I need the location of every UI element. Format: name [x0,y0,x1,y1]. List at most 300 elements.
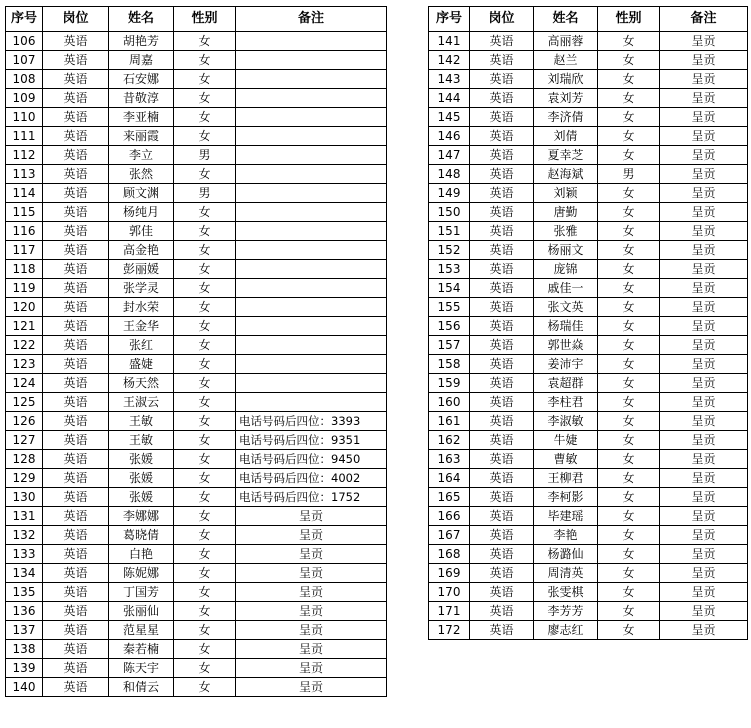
cell-index: 147 [429,146,470,165]
cell-position: 英语 [470,469,534,488]
cell-position: 英语 [470,507,534,526]
cell-position: 英语 [43,51,109,70]
table-row [429,298,748,317]
cell-index: 167 [429,526,470,545]
cell-gender: 女 [598,241,660,260]
table-row [429,203,748,222]
table-row [6,51,387,70]
header-index: 序号 [6,7,43,32]
cell-index: 133 [6,545,43,564]
cell-index: 132 [6,526,43,545]
cell-position: 英语 [470,70,534,89]
table-row [6,374,387,393]
table-row [429,222,748,241]
cell-position: 英语 [470,621,534,640]
cell-position: 英语 [470,450,534,469]
cell-note: 呈贡 [660,450,748,469]
header-row [429,7,748,32]
cell-index: 150 [429,203,470,222]
cell-index: 114 [6,184,43,203]
table-row [429,545,748,564]
cell-name: 李芳芳 [534,602,598,621]
table-row [429,279,748,298]
table-row [6,241,387,260]
cell-index: 140 [6,678,43,697]
table-row [429,108,748,127]
table-row [429,583,748,602]
header-row [6,7,387,32]
header-note: 备注 [236,7,387,32]
cell-note [236,184,387,203]
cell-index: 126 [6,412,43,431]
cell-note: 呈贡 [236,640,387,659]
cell-name: 张雯棋 [534,583,598,602]
table-row [6,146,387,165]
cell-note: 呈贡 [660,165,748,184]
cell-index: 112 [6,146,43,165]
left-roster-table [5,6,387,697]
table-row [6,545,387,564]
cell-note: 呈贡 [660,564,748,583]
cell-gender: 女 [598,583,660,602]
cell-gender: 女 [598,127,660,146]
cell-gender: 女 [598,146,660,165]
cell-position: 英语 [43,507,109,526]
cell-name: 周嘉 [109,51,174,70]
cell-gender: 女 [598,469,660,488]
cell-position: 英语 [43,336,109,355]
table-row [429,127,748,146]
cell-name: 李艳 [534,526,598,545]
cell-position: 英语 [470,374,534,393]
cell-gender: 女 [598,51,660,70]
table-row [6,70,387,89]
cell-gender: 女 [174,564,236,583]
cell-position: 英语 [43,317,109,336]
cell-name: 秦若楠 [109,640,174,659]
cell-note: 呈贡 [660,507,748,526]
cell-note [236,222,387,241]
cell-position: 英语 [470,583,534,602]
cell-name: 郭世焱 [534,336,598,355]
cell-gender: 女 [598,564,660,583]
table-row [429,32,748,51]
table-row [6,222,387,241]
table-row [429,70,748,89]
cell-note: 呈贡 [660,222,748,241]
cell-name: 李立 [109,146,174,165]
cell-position: 英语 [470,146,534,165]
cell-position: 英语 [43,545,109,564]
cell-position: 英语 [43,431,109,450]
cell-position: 英语 [470,393,534,412]
cell-position: 英语 [43,203,109,222]
cell-note: 呈贡 [660,108,748,127]
cell-index: 135 [6,583,43,602]
cell-gender: 女 [174,393,236,412]
cell-note: 呈贡 [660,241,748,260]
cell-index: 160 [429,393,470,412]
left-table-body [6,32,387,697]
cell-name: 杨瑞佳 [534,317,598,336]
table-row [6,469,387,488]
cell-position: 英语 [470,298,534,317]
cell-name: 廖志红 [534,621,598,640]
cell-position: 英语 [43,488,109,507]
header-position: 岗位 [470,7,534,32]
table-row [429,165,748,184]
table-row [6,621,387,640]
cell-note: 呈贡 [660,317,748,336]
cell-gender: 女 [174,507,236,526]
cell-gender: 女 [174,545,236,564]
cell-gender: 女 [174,621,236,640]
cell-note: 呈贡 [660,32,748,51]
cell-note [236,298,387,317]
table-row [6,431,387,450]
cell-name: 张然 [109,165,174,184]
cell-note: 呈贡 [660,488,748,507]
cell-index: 146 [429,127,470,146]
cell-note [236,203,387,222]
cell-index: 128 [6,450,43,469]
right-roster-table [428,6,748,640]
cell-gender: 女 [598,374,660,393]
cell-index: 120 [6,298,43,317]
cell-note: 呈贡 [660,279,748,298]
cell-index: 136 [6,602,43,621]
cell-position: 英语 [43,127,109,146]
cell-name: 封水荣 [109,298,174,317]
cell-index: 165 [429,488,470,507]
cell-gender: 女 [174,659,236,678]
cell-gender: 女 [598,393,660,412]
cell-note [236,51,387,70]
cell-position: 英语 [470,165,534,184]
cell-note: 呈贡 [660,545,748,564]
cell-note [236,108,387,127]
cell-gender: 女 [174,450,236,469]
cell-position: 英语 [470,431,534,450]
cell-name: 石安娜 [109,70,174,89]
cell-note: 电话号码后四位：9450 [236,450,387,469]
cell-position: 英语 [470,203,534,222]
cell-note: 呈贡 [660,51,748,70]
cell-name: 张文英 [534,298,598,317]
cell-index: 172 [429,621,470,640]
cell-name: 张学灵 [109,279,174,298]
cell-position: 英语 [43,640,109,659]
cell-position: 英语 [470,545,534,564]
cell-note: 呈贡 [660,526,748,545]
cell-index: 118 [6,260,43,279]
cell-index: 152 [429,241,470,260]
cell-name: 张红 [109,336,174,355]
table-row [429,146,748,165]
cell-note: 呈贡 [236,678,387,697]
cell-index: 149 [429,184,470,203]
table-row [6,298,387,317]
cell-index: 158 [429,355,470,374]
table-row [429,241,748,260]
cell-index: 134 [6,564,43,583]
cell-name: 曹敏 [534,450,598,469]
cell-name: 张媛 [109,488,174,507]
table-row [6,564,387,583]
cell-name: 杨纯月 [109,203,174,222]
cell-position: 英语 [470,355,534,374]
cell-index: 127 [6,431,43,450]
cell-gender: 女 [174,127,236,146]
cell-position: 英语 [470,279,534,298]
table-row [429,412,748,431]
cell-index: 155 [429,298,470,317]
cell-gender: 女 [174,51,236,70]
cell-gender: 女 [174,222,236,241]
cell-index: 162 [429,431,470,450]
table-row [6,412,387,431]
cell-gender: 女 [598,108,660,127]
cell-note: 呈贡 [236,507,387,526]
cell-name: 郭佳 [109,222,174,241]
cell-name: 盛婕 [109,355,174,374]
cell-note: 呈贡 [660,374,748,393]
cell-name: 张丽仙 [109,602,174,621]
cell-index: 161 [429,412,470,431]
cell-gender: 女 [598,507,660,526]
cell-note: 呈贡 [660,412,748,431]
cell-name: 张媛 [109,469,174,488]
cell-note: 呈贡 [236,545,387,564]
cell-position: 英语 [43,450,109,469]
table-row [429,355,748,374]
cell-gender: 女 [598,89,660,108]
cell-note: 呈贡 [236,621,387,640]
cell-index: 148 [429,165,470,184]
table-row [429,51,748,70]
table-row [429,260,748,279]
cell-note [236,165,387,184]
cell-name: 刘瑞欣 [534,70,598,89]
table-row [6,488,387,507]
cell-position: 英语 [43,279,109,298]
cell-name: 李亚楠 [109,108,174,127]
table-row [6,184,387,203]
cell-name: 刘颖 [534,184,598,203]
cell-note [236,317,387,336]
cell-name: 陈天宇 [109,659,174,678]
cell-index: 125 [6,393,43,412]
cell-position: 英语 [43,621,109,640]
cell-note: 呈贡 [660,70,748,89]
cell-gender: 女 [174,678,236,697]
cell-name: 周清英 [534,564,598,583]
table-row [6,127,387,146]
table-row [6,640,387,659]
cell-index: 166 [429,507,470,526]
cell-name: 袁超群 [534,374,598,393]
cell-position: 英语 [43,583,109,602]
cell-note [236,32,387,51]
cell-name: 姜沛宇 [534,355,598,374]
cell-note: 电话号码后四位：1752 [236,488,387,507]
cell-note: 呈贡 [236,602,387,621]
table-row [429,184,748,203]
table-row [429,564,748,583]
cell-name: 牛婕 [534,431,598,450]
cell-index: 131 [6,507,43,526]
cell-gender: 女 [598,545,660,564]
cell-position: 英语 [43,602,109,621]
cell-position: 英语 [470,32,534,51]
header-gender: 性别 [598,7,660,32]
cell-name: 杨丽文 [534,241,598,260]
cell-name: 高金艳 [109,241,174,260]
cell-gender: 女 [598,279,660,298]
cell-note [236,374,387,393]
cell-position: 英语 [470,526,534,545]
cell-position: 英语 [43,355,109,374]
cell-name: 丁国芳 [109,583,174,602]
cell-index: 141 [429,32,470,51]
cell-name: 王金华 [109,317,174,336]
cell-name: 胡艳芳 [109,32,174,51]
cell-name: 昔敬淳 [109,89,174,108]
table-row [429,621,748,640]
cell-name: 和倩云 [109,678,174,697]
cell-position: 英语 [43,184,109,203]
cell-name: 唐勤 [534,203,598,222]
cell-index: 121 [6,317,43,336]
cell-position: 英语 [470,488,534,507]
cell-name: 李柱君 [534,393,598,412]
cell-name: 来丽霞 [109,127,174,146]
cell-index: 119 [6,279,43,298]
cell-position: 英语 [43,678,109,697]
cell-index: 107 [6,51,43,70]
table-row [6,678,387,697]
cell-gender: 女 [174,279,236,298]
cell-name: 葛晓倩 [109,526,174,545]
table-row [429,393,748,412]
cell-note [236,355,387,374]
cell-gender: 女 [598,260,660,279]
cell-position: 英语 [43,165,109,184]
table-row [429,507,748,526]
cell-index: 137 [6,621,43,640]
header-gender: 性别 [174,7,236,32]
cell-note: 呈贡 [660,355,748,374]
cell-note [236,127,387,146]
cell-index: 159 [429,374,470,393]
cell-gender: 女 [174,108,236,127]
cell-name: 李娜娜 [109,507,174,526]
cell-note: 呈贡 [660,336,748,355]
cell-index: 129 [6,469,43,488]
table-row [6,279,387,298]
cell-note: 呈贡 [660,621,748,640]
cell-index: 108 [6,70,43,89]
cell-position: 英语 [470,89,534,108]
table-row [429,317,748,336]
cell-gender: 女 [174,165,236,184]
cell-note: 呈贡 [660,583,748,602]
cell-position: 英语 [43,374,109,393]
cell-name: 李济倩 [534,108,598,127]
cell-gender: 男 [174,184,236,203]
cell-gender: 女 [598,317,660,336]
table-row [6,108,387,127]
cell-name: 夏幸芝 [534,146,598,165]
cell-note [236,70,387,89]
cell-gender: 女 [598,355,660,374]
cell-note: 电话号码后四位：9351 [236,431,387,450]
cell-name: 张雅 [534,222,598,241]
cell-note: 呈贡 [660,89,748,108]
table-row [429,431,748,450]
cell-position: 英语 [43,298,109,317]
table-row [6,583,387,602]
cell-position: 英语 [470,241,534,260]
cell-index: 139 [6,659,43,678]
cell-name: 杨潞仙 [534,545,598,564]
cell-name: 李淑敏 [534,412,598,431]
cell-index: 171 [429,602,470,621]
cell-gender: 女 [174,70,236,89]
cell-index: 138 [6,640,43,659]
cell-gender: 女 [598,526,660,545]
cell-gender: 女 [174,32,236,51]
cell-position: 英语 [43,659,109,678]
cell-note: 电话号码后四位：3393 [236,412,387,431]
cell-name: 王淑云 [109,393,174,412]
table-row [6,602,387,621]
cell-position: 英语 [470,412,534,431]
table-row [6,260,387,279]
cell-name: 范星星 [109,621,174,640]
cell-index: 115 [6,203,43,222]
cell-gender: 女 [174,526,236,545]
cell-position: 英语 [43,146,109,165]
cell-index: 124 [6,374,43,393]
cell-note [236,146,387,165]
table-row [429,488,748,507]
cell-index: 154 [429,279,470,298]
cell-index: 169 [429,564,470,583]
cell-index: 123 [6,355,43,374]
table-row [429,602,748,621]
cell-note: 呈贡 [660,146,748,165]
cell-index: 163 [429,450,470,469]
cell-position: 英语 [43,89,109,108]
header-name: 姓名 [534,7,598,32]
table-row [429,89,748,108]
cell-index: 113 [6,165,43,184]
table-row [6,355,387,374]
cell-gender: 女 [598,70,660,89]
cell-name: 杨天然 [109,374,174,393]
cell-name: 张媛 [109,450,174,469]
cell-note: 呈贡 [660,260,748,279]
table-row [6,336,387,355]
cell-position: 英语 [470,564,534,583]
cell-note: 电话号码后四位：4002 [236,469,387,488]
cell-index: 106 [6,32,43,51]
table-row [429,336,748,355]
cell-name: 高丽蓉 [534,32,598,51]
cell-position: 英语 [470,602,534,621]
table-row [6,89,387,108]
